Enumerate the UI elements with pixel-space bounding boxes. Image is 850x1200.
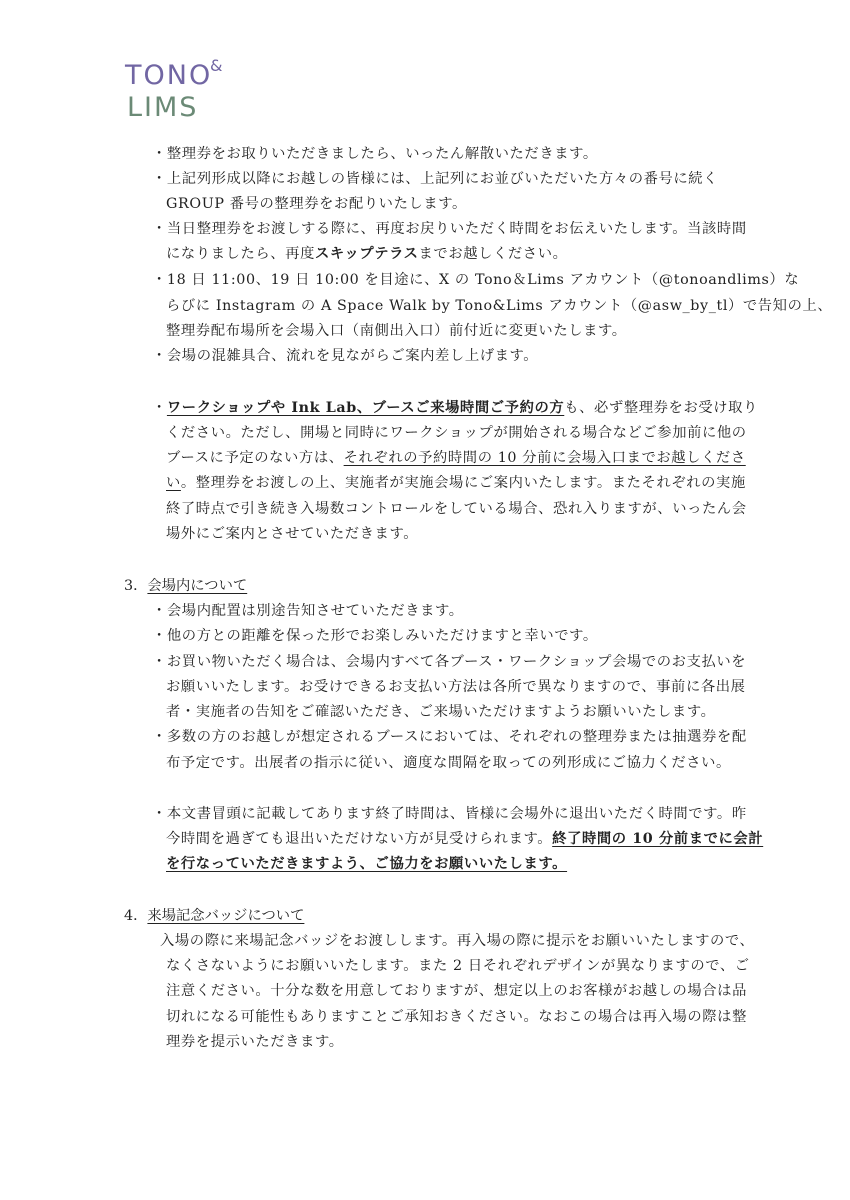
- closing-underline: を行なっていただきますよう、ご協力をお願いいたします。: [166, 856, 568, 872]
- section-title: 来場記念バッジについて: [147, 908, 305, 924]
- text-run: までお越しください。: [418, 246, 568, 262]
- tono-lims-logo: [125, 56, 245, 130]
- bullet-line: ・上記列形成以降にお越しの皆様には、上記列にお並びいただいた方々の番号に続く: [152, 171, 719, 187]
- text-run: 今時間を過ぎても退出いただけない方が見受けられます。: [166, 831, 553, 847]
- bullet-line: ・多数の方のお越しが想定されるブースにおいては、それぞれの整理券または抽選券を配: [152, 729, 747, 745]
- text-run: ・: [152, 400, 167, 416]
- closing-underline: 終了時間の 10 分前までに会計: [552, 831, 764, 847]
- section-heading: [124, 906, 304, 926]
- skip-terrace-emphasis: スキップテラス: [314, 246, 419, 262]
- bullet-line: ・他の方との距離を保った形でお楽しみいただけますと幸いです。: [152, 628, 598, 644]
- paragraph-line: なくさないようにお願いいたします。また 2 日それぞれデザインが異なりますので、ご: [166, 958, 750, 974]
- workshop-line: ください。ただし、開場と同時にワークショップが開始される場合などご参加前に他の: [166, 425, 747, 441]
- bullet-line: 整理券配布場所を会場入口（南側出入口）前付近に変更いたします。: [166, 323, 627, 339]
- workshop-line: 終了時点で引き続き入場数コントロールをしている場合、恐れ入りますが、いったん会: [166, 501, 747, 517]
- bullet-line: [166, 244, 568, 264]
- bullet-line: GROUP 番号の整理券をお配りいたします。: [166, 196, 467, 212]
- closing-line: [166, 854, 567, 874]
- workshop-line: [166, 473, 746, 493]
- closing-line: [166, 829, 763, 849]
- paragraph-line: 注意ください。十分な数を用意しておりますが、想定以上のお客様がお越しの場合は品: [166, 983, 747, 999]
- text-run: も、必ず整理券をお受け取り: [564, 400, 758, 416]
- bullet-line: 布予定です。出展者の指示に従い、適度な間隔を取っての列形成にご協力ください。: [166, 755, 731, 771]
- logo-line-1: TONO: [125, 60, 213, 91]
- workshop-line: [152, 398, 758, 418]
- bullet-line: ・お買い物いただく場合は、会場内すべて各ブース・ワークショップ会場でのお支払いを: [152, 654, 747, 670]
- workshop-underline: ワークショップや Ink Lab、ブースご来場時間ご予約の方: [166, 400, 565, 416]
- paragraph-line: 理券を提示いただきます。: [166, 1034, 344, 1050]
- bullet-line: ・整理券をお取りいただきましたら、いったん解散いただきます。: [152, 146, 598, 162]
- reservation-underline: それぞれの予約時間の 10 分前に会場入口までお越しくださ: [343, 450, 746, 466]
- paragraph-line: 入場の際に来場記念バッジをお渡しします。再入場の際に提示をお願いいたしますので、: [160, 933, 755, 949]
- bullet-line: らびに Instagram の A Space Walk by Tono&Lims アカウント（@asw_by_tl）で告知の上、: [166, 298, 833, 314]
- closing-line: ・本文書冒頭に記載してあります終了時間は、皆様に会場外に退出いただく時間です。昨: [152, 806, 747, 822]
- text-run: 。整理券をお渡しの上、実施者が実施会場にご案内いたします。またそれぞれの実施: [180, 475, 746, 491]
- section-number: 3．: [124, 578, 148, 594]
- text-run: ブースに予定のない方は、: [166, 450, 344, 466]
- bullet-line: ・当日整理券をお渡しする際に、再度お戻りいただく時間をお伝えいたします。当該時間: [152, 221, 747, 237]
- reservation-underline: い: [166, 475, 181, 491]
- section-title: 会場内について: [147, 578, 248, 594]
- logo-line-2: LIMS: [127, 92, 199, 123]
- bullet-line: ・会場内配置は別途告知させていただきます。: [152, 603, 464, 619]
- bullet-line: ・会場の混雑具合、流れを見ながらご案内差し上げます。: [152, 348, 539, 364]
- text-run: になりましたら、再度: [166, 246, 315, 262]
- paragraph-line: 切れになる可能性もありますことご承知おきください。なおこの場合は再入場の際は整: [166, 1009, 747, 1025]
- logo-ampersand: &: [210, 56, 223, 75]
- bullet-line: ・18 日 11:00、19 日 10:00 を目途に、X の Tono＆Lims アカウント（@tonoandlims）な: [152, 272, 800, 288]
- workshop-line: 場外にご案内とさせていただきます。: [166, 526, 419, 542]
- workshop-line: [166, 448, 746, 468]
- section-number: 4．: [124, 908, 148, 924]
- bullet-line: 者・実施者の告知をご確認いただき、ご来場いただけますようお願いいたします。: [166, 704, 716, 720]
- bullet-line: お願いいたします。お受けできるお支払い方法は各所で異なりますので、事前に各出展: [166, 679, 746, 695]
- section-heading: [124, 576, 247, 596]
